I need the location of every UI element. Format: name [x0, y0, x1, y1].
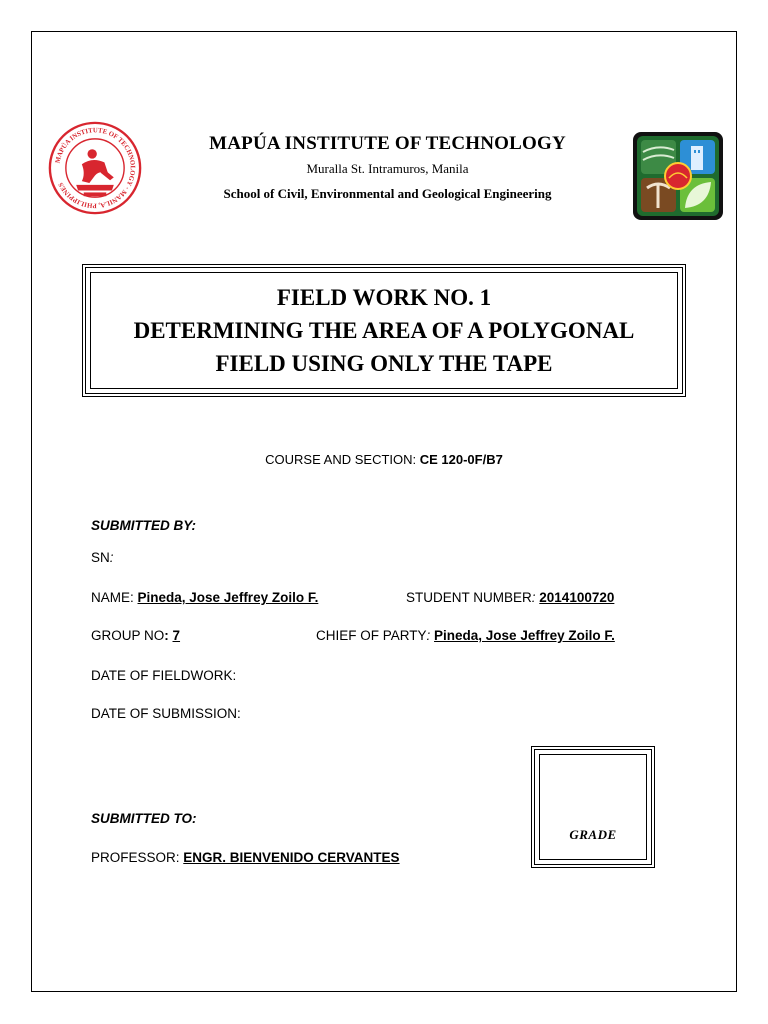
institution-address: Muralla St. Intramuros, Manila — [306, 161, 469, 176]
title-line-3: FIELD USING ONLY THE TAPE — [215, 351, 553, 376]
school-name: School of Civil, Environmental and Geological Engineering — [223, 186, 552, 201]
institution-seal-icon — [48, 121, 142, 215]
title-line-2: DETERMINING THE AREA OF A POLYGONAL — [133, 318, 635, 343]
seal-text: MAPÚA INSTITUTE OF TECHNOLOGY · MANILA, PHILIPPINES — [54, 127, 136, 209]
name-value: Pineda, Jose Jeffrey Zoilo F. — [137, 590, 319, 605]
group-field — [91, 628, 180, 643]
school-logo-icon — [633, 132, 723, 220]
chief-of-party-value: Pineda, Jose Jeffrey Zoilo F. — [434, 628, 615, 643]
submitted-by-heading: SUBMITTED BY: — [91, 518, 197, 533]
grade-box-inner — [539, 754, 647, 860]
professor-field — [91, 850, 400, 865]
submitted-to-heading: SUBMITTED TO: — [91, 811, 197, 826]
chief-of-party-field — [316, 628, 615, 643]
professor-value: ENGR. BIENVENIDO CERVANTES — [183, 850, 400, 865]
chief-of-party-colon: : — [426, 628, 435, 643]
group-colon: : — [164, 628, 173, 643]
course-section — [0, 452, 768, 467]
sn-field — [91, 550, 114, 565]
grade-label: GRADE — [569, 827, 617, 842]
title-box-inner — [90, 272, 678, 389]
course-section-label: COURSE AND SECTION: — [265, 452, 420, 467]
name-field — [91, 590, 318, 605]
student-number-label: STUDENT NUMBER — [406, 590, 532, 605]
student-number-value: 2014100720 — [539, 590, 615, 605]
student-number-field — [406, 590, 614, 605]
date-of-fieldwork-label: DATE OF FIELDWORK: — [91, 668, 237, 683]
professor-label: PROFESSOR: — [91, 850, 184, 865]
title-box — [82, 264, 686, 397]
sn-label: SN — [91, 550, 110, 565]
name-label: NAME: — [91, 590, 138, 605]
grade-box — [531, 746, 655, 868]
group-value: 7 — [172, 628, 181, 643]
student-number-colon: : — [531, 590, 540, 605]
course-section-value: CE 120-0F/B7 — [419, 452, 503, 467]
chief-of-party-label: CHIEF OF PARTY — [316, 628, 427, 643]
title-line-1: FIELD WORK NO. 1 — [276, 285, 492, 310]
institution-name: MAPÚA INSTITUTE OF TECHNOLOGY — [209, 133, 566, 154]
date-of-submission-label: DATE OF SUBMISSION: — [91, 706, 241, 721]
group-label: GROUP NO — [91, 628, 165, 643]
sn-colon: : — [109, 550, 114, 565]
